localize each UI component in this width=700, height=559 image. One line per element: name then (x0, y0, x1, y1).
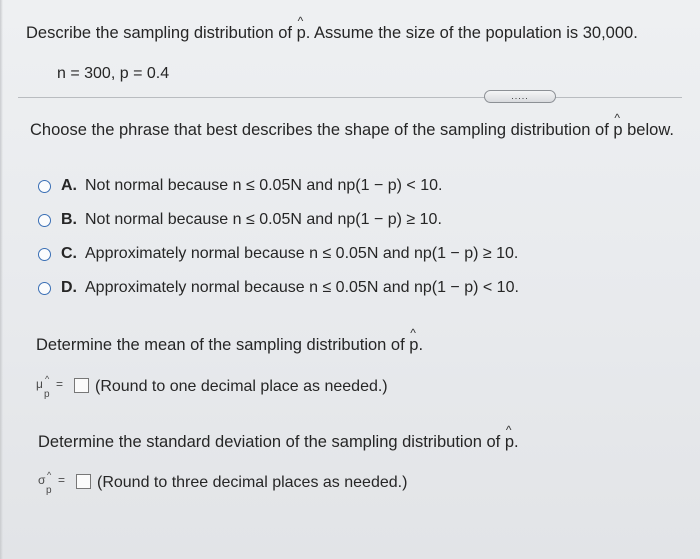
option-letter: A. (61, 177, 77, 194)
option-c[interactable] (38, 245, 518, 263)
option-text: Not normal because n ≤ 0.05N and np(1 − p) ≥ 10. (85, 211, 442, 228)
question-1-prompt (30, 121, 674, 140)
radio-button-icon[interactable] (38, 248, 51, 261)
p-hat-symbol: ^ p (505, 433, 514, 452)
question-3-prompt (38, 433, 519, 452)
p-subscript: p (44, 389, 50, 400)
option-text: Not normal because n ≤ 0.05N and np(1 − p) < 10. (85, 177, 443, 194)
intro-prompt-end: . Assume the size of the population is 30,000. (305, 24, 638, 42)
radio-button-icon[interactable] (38, 282, 51, 295)
hat-symbol: ^ (47, 470, 52, 480)
mean-input-wrapper (74, 377, 89, 395)
question-2-prompt (36, 336, 423, 355)
p-hat-symbol: ^ p (409, 336, 418, 355)
option-d[interactable] (38, 279, 519, 297)
sd-input-wrapper (76, 473, 91, 491)
option-text: Approximately normal because n ≤ 0.05N and np(1 − p) < 10. (85, 279, 519, 296)
mean-hint: (Round to one decimal place as needed.) (95, 378, 388, 395)
option-text: Approximately normal because n ≤ 0.05N and np(1 − p) ≥ 10. (85, 245, 519, 262)
question-3-prompt-end: . (514, 433, 519, 451)
question-3-prompt-start: Determine the standard deviation of the sampling distribution of (38, 433, 505, 451)
mean-answer-input[interactable] (74, 378, 89, 393)
p-subscript: p (46, 485, 52, 496)
radio-button-icon[interactable] (38, 180, 51, 193)
sigma-symbol: σ (38, 473, 46, 487)
question-1-prompt-start: Choose the phrase that best describes the shape of the sampling distribution of (30, 121, 614, 139)
intro-prompt-start: Describe the sampling distribution of (26, 24, 297, 42)
equals-sign: = (56, 377, 64, 391)
option-letter: B. (61, 211, 77, 228)
intro-prompt (26, 24, 638, 43)
question-2-prompt-end: . (418, 336, 424, 354)
sd-answer-input[interactable] (76, 474, 91, 489)
equals-sign: = (58, 473, 66, 487)
option-b[interactable] (38, 211, 442, 229)
hat-symbol: ^ (45, 374, 50, 384)
mu-symbol: μ (36, 377, 43, 391)
p-hat-symbol: ^ p (297, 24, 306, 43)
given-values: n = 300, p = 0.4 (57, 65, 170, 82)
option-a[interactable] (38, 177, 442, 195)
question-2-prompt-start: Determine the mean of the sampling distribution of (36, 336, 410, 354)
radio-button-icon[interactable] (38, 214, 51, 227)
question-1-prompt-end: below. (622, 121, 674, 139)
left-edge-shadow (0, 0, 3, 559)
divider (18, 97, 682, 98)
sd-hint: (Round to three decimal places as needed.) (97, 474, 408, 491)
more-button[interactable]: ..... (484, 90, 556, 103)
option-letter: C. (61, 245, 77, 262)
p-hat-symbol: ^ p (613, 121, 622, 140)
option-letter: D. (61, 279, 77, 296)
